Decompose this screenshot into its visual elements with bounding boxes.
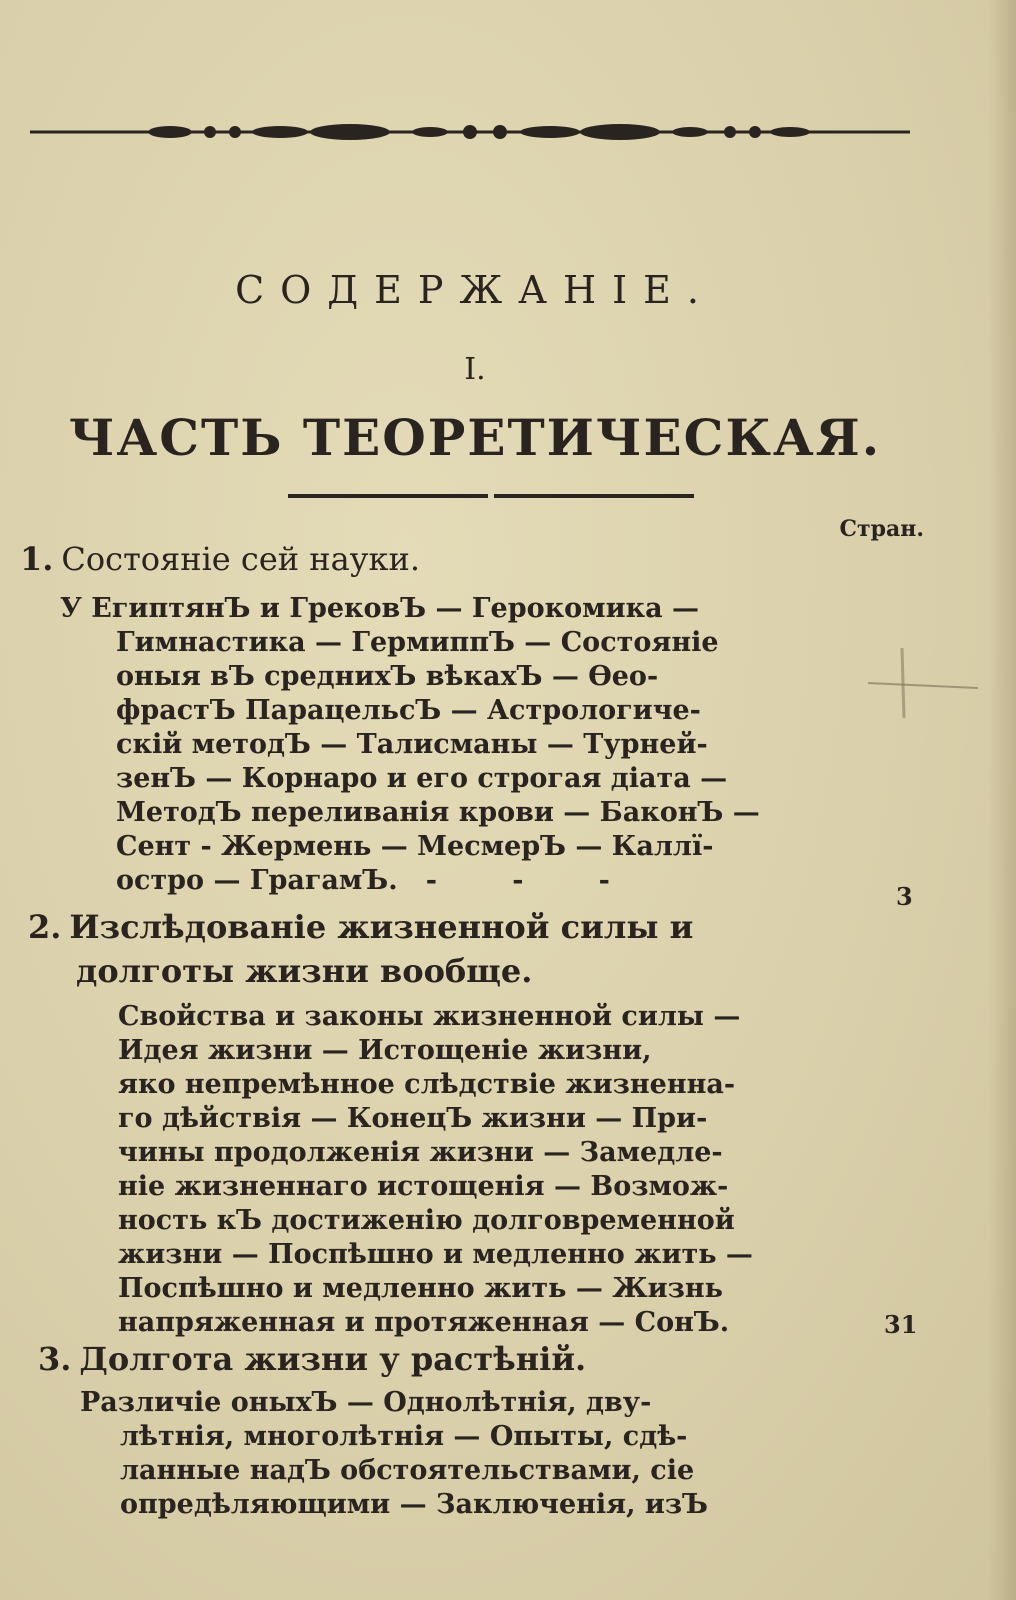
ornament-divider — [30, 120, 910, 144]
contents-heading: СОДЕРЖАНІЕ. — [235, 268, 715, 312]
entry-3-number: 3. — [38, 1340, 72, 1378]
part-number: I. — [464, 352, 486, 387]
entry-3-line: опредѣляющими — Заключенія, изЪ — [120, 1489, 708, 1520]
entry-1-title: Состояніе сей науки. — [61, 540, 420, 578]
entry-3-heading — [38, 1340, 586, 1378]
entry-1-line: остро — ГрагамЪ. - - - — [116, 865, 610, 896]
ink-smudge — [868, 648, 978, 718]
entry-3-title: Долгота жизни у растѣній. — [79, 1340, 587, 1378]
entry-2-line: жизни — Поспѣшно и медленно жить — — [118, 1239, 753, 1270]
rule-right — [494, 494, 694, 498]
entry-2-line: Свойства и законы жизненной силы — — [118, 1001, 741, 1032]
entry-2-heading — [28, 908, 693, 946]
entry-2-line: ніе жизненнаго истощенія — Возмож- — [118, 1171, 729, 1202]
entry-2-line: Поспѣшно и медленно жить — Жизнь — [118, 1273, 723, 1304]
entry-2-line: чины продолженія жизни — Замедле- — [118, 1137, 723, 1168]
entry-1-line: Сент - Жермень — МесмерЪ — Каллї- — [116, 831, 714, 862]
entry-1-line: зенЪ — Корнаро и его строгая діата — — [116, 763, 728, 794]
entry-3-description — [80, 1386, 850, 1522]
entry-2-line: ность кЪ достиженію долговременной — [118, 1205, 735, 1236]
entry-2-heading-cont: долготы жизни вообще. — [76, 952, 533, 990]
entry-3-line: лѣтнія, многолѣтнія — Опыты, сдѣ- — [120, 1421, 688, 1452]
entry-1-number: 1. — [20, 540, 54, 578]
part-title: ЧАСТЬ ТЕОРЕТИЧЕСКАЯ. — [68, 408, 882, 467]
entry-2-page: 31 — [884, 1310, 918, 1339]
entry-3-line: ланные надЪ обстоятельствами, сіе — [120, 1455, 695, 1486]
entry-1-line: МетодЪ переливанія крови — БаконЪ — — [116, 797, 760, 828]
entry-1-line: оныя вЪ среднихЪ вѣкахЪ — Ѳео- — [116, 661, 659, 692]
entry-1-line: фрастЪ ПарацельсЪ — Астрологиче- — [116, 695, 701, 726]
entry-1-line: скій методЪ — Талисманы — Турней- — [116, 729, 708, 760]
entry-2-line: яко непремѣнное слѣдствіе жизненна- — [118, 1069, 736, 1100]
entry-3-line: Различіе оныхЪ — Однолѣтнія, дву- — [80, 1387, 652, 1418]
rule-left — [288, 494, 488, 498]
entry-1-line: Гимнастика — ГермиппЪ — Состояніе — [116, 627, 719, 658]
entry-2-line: Идея жизни — Истощеніе жизни, — [118, 1035, 652, 1066]
entry-2-line: го дѣйствія — КонецЪ жизни — При- — [118, 1103, 708, 1134]
entry-2-line: напряженная и протяженная — СонЪ. — [118, 1307, 730, 1338]
entry-2-number: 2. — [28, 908, 62, 946]
pages-column-label: Стран. — [839, 516, 924, 542]
entry-1-description — [60, 592, 850, 898]
entry-2-description — [118, 1000, 848, 1340]
entry-1-line: У ЕгиптянЪ и ГрековЪ — Герокомика — — [60, 593, 699, 624]
page-edge-shadow — [988, 0, 1016, 1600]
entry-1-page: 3 — [896, 882, 913, 911]
entry-2-title: Изслѣдованіе жизненной силы и — [69, 908, 694, 946]
entry-1-heading — [20, 540, 420, 578]
